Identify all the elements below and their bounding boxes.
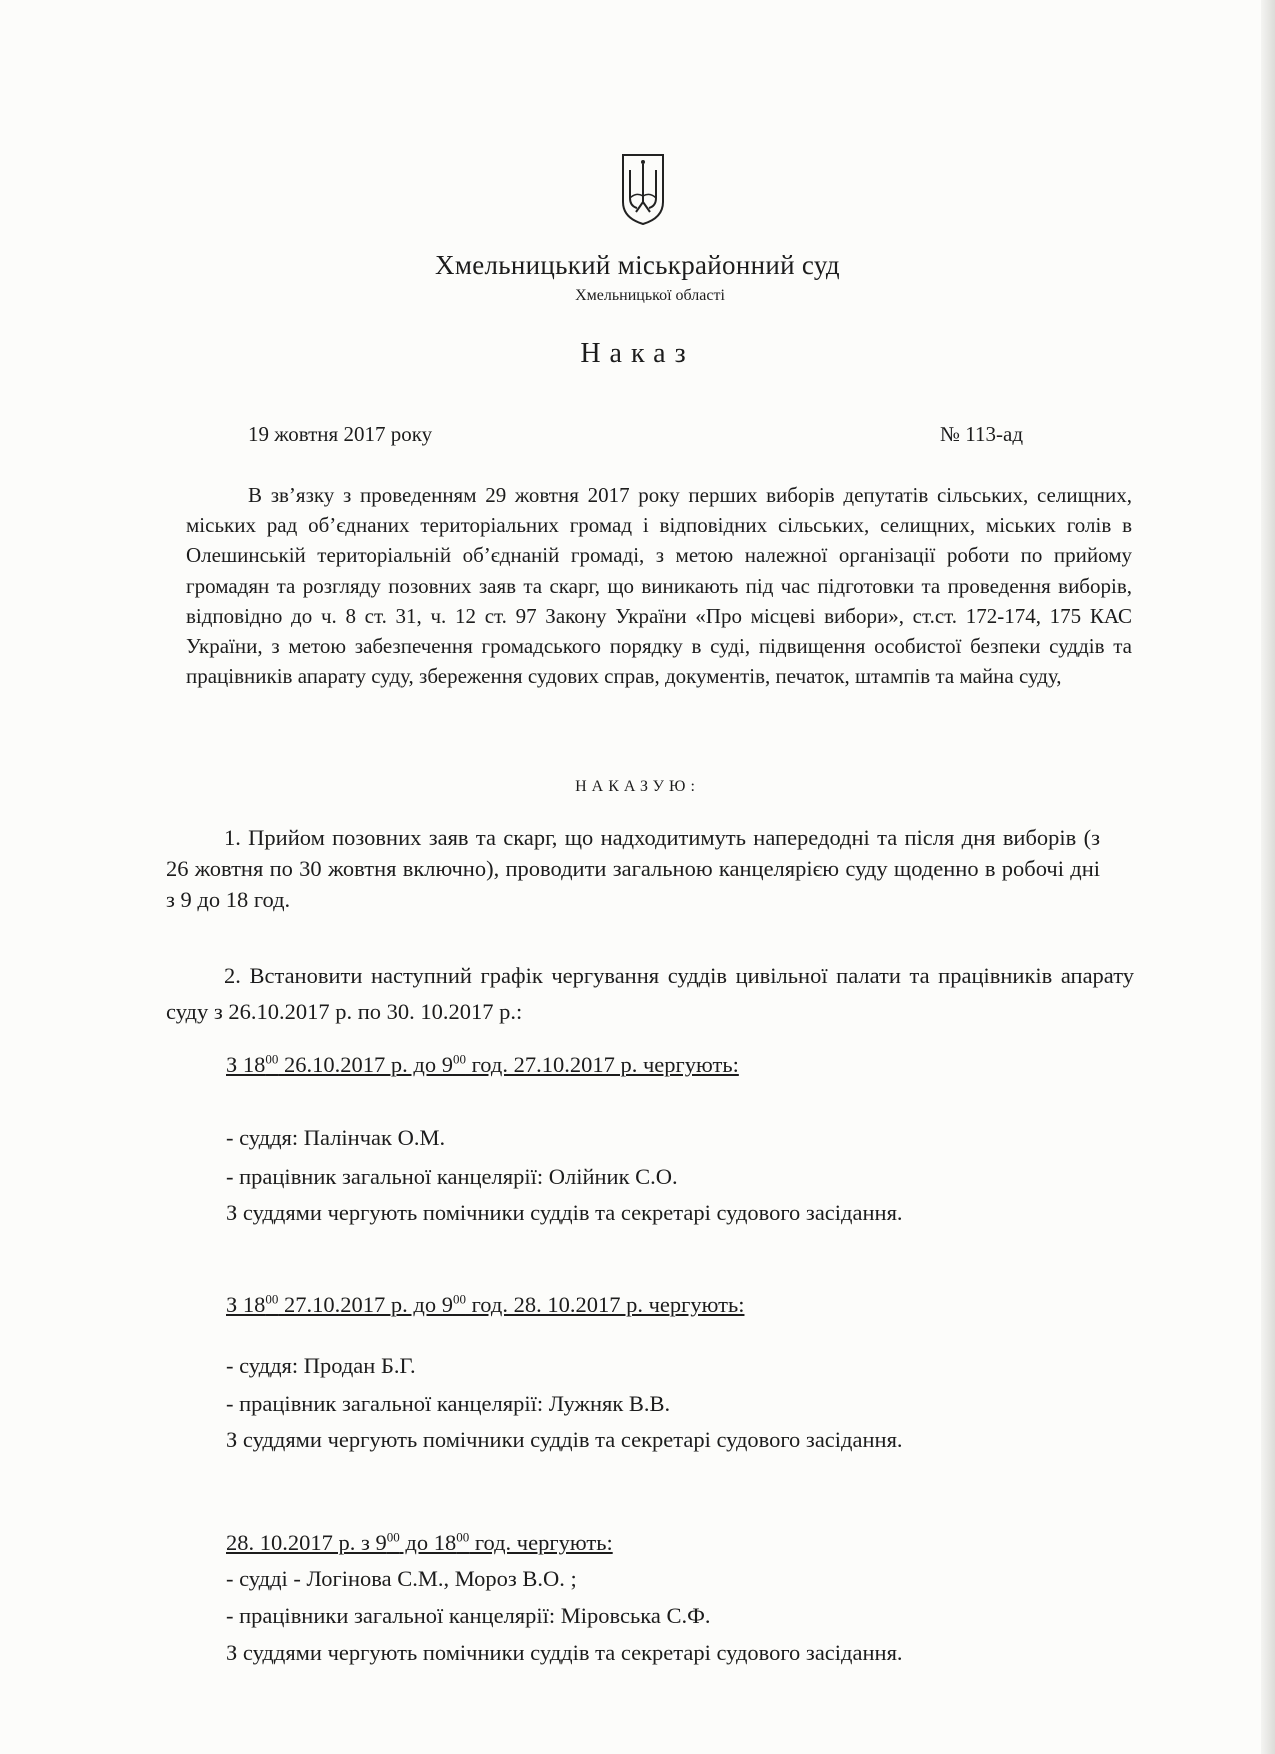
- shift-title-sup: 00: [386, 1529, 400, 1545]
- order-number: № 113-ад: [940, 422, 1024, 446]
- court-region: Хмельницької області: [575, 287, 725, 304]
- clause-1: 1. Прийом позовних заяв та скарг, що надходитимуть напередодні та після дня виборів (з 26 жовтня по 30 жовтня включно), проводити загальною канцелярією суду щоденно в робочі дні з 9 до 18 год.: [166, 825, 1100, 912]
- preamble-paragraph: В зв’язку з проведенням 29 жовтня 2017 року перших виборів депутатів сільських, селищних, міських рад об’єднаних територіальних громад і відповідних сільських, селищних, міських голів в Олешинській територіальній об’єднаній громаді, з метою належної організації роботи по прийому громадян та розгляду позовних заяв та скарг, що виникають під час підготовки та проведення виборів, відповідно до ч. 8 ст. 31, ч. 12 ст. 97 Закону України «Про місцеві вибори», ст.ст. 172-174, 175 КАС України, з метою забезпечення громадського порядку в суді, підвищення особистої безпеки суддів та працівників апарату суду, збереження судових справ, документів, печаток, штампів та майна суду,: [186, 483, 1132, 689]
- shift-3-judges: - судді - Логінова С.М., Мороз В.О. ;: [226, 1566, 577, 1591]
- shift-1-judge: - суддя: Палінчак О.М.: [226, 1125, 446, 1150]
- shift-2-note: З суддями чергують помічники суддів та секретарі судового засідання.: [226, 1427, 903, 1452]
- shift-title-sup: 00: [452, 1291, 466, 1307]
- shift-2-judge: - суддя: Продан Б.Г.: [226, 1353, 416, 1378]
- shift-3-note: З суддями чергують помічники суддів та секретарі судового засідання.: [226, 1640, 903, 1665]
- clause-2: 2. Встановити наступний графік чергування суддів цивільної палати та працівників апарату суду з 26.10.2017 р. по 30. 10.2017 р.:: [166, 963, 1134, 1024]
- coat-of-arms-icon: [620, 152, 666, 226]
- shift-1-note: З суддями чергують помічники суддів та секретарі судового засідання.: [226, 1200, 903, 1225]
- shift-title-text: год. 28. 10.2017 р. чергують:: [465, 1292, 745, 1317]
- shift-title-text: З 18: [226, 1292, 266, 1317]
- shift-title-text: год. чергують:: [469, 1530, 613, 1555]
- shift-title-text: год. 27.10.2017 р. чергують:: [465, 1052, 739, 1077]
- shift-title-text: 27.10.2017 р. до 9: [278, 1292, 453, 1317]
- shift-2-clerk: - працівник загальної канцелярії: Лужняк В.В.: [226, 1391, 671, 1416]
- document-title: Наказ: [580, 338, 695, 369]
- shift-title-text: до 18: [399, 1530, 457, 1555]
- shift-title-text: 28. 10.2017 р. з 9: [226, 1530, 387, 1555]
- court-name: Хмельницький міськрайонний суд: [435, 250, 840, 280]
- shift-title-sup: 00: [265, 1291, 279, 1307]
- order-date: 19 жовтня 2017 року: [248, 422, 433, 446]
- shift-3-title: [226, 1530, 613, 1556]
- shift-1-title: [226, 1052, 739, 1078]
- shift-title-sup: 00: [452, 1051, 466, 1067]
- shift-title-text: З 18: [226, 1052, 266, 1077]
- shift-title-text: 26.10.2017 р. до 9: [278, 1052, 453, 1077]
- order-heading: НАКАЗУЮ:: [575, 778, 700, 795]
- shift-3-clerks: - працівники загальної канцелярії: Міровська С.Ф.: [226, 1603, 711, 1628]
- shift-2-title: [226, 1292, 744, 1318]
- shift-1-clerk: - працівник загальної канцелярії: Олійник С.О.: [226, 1164, 678, 1189]
- shift-title-sup: 00: [265, 1051, 279, 1067]
- shift-title-sup: 00: [456, 1529, 470, 1545]
